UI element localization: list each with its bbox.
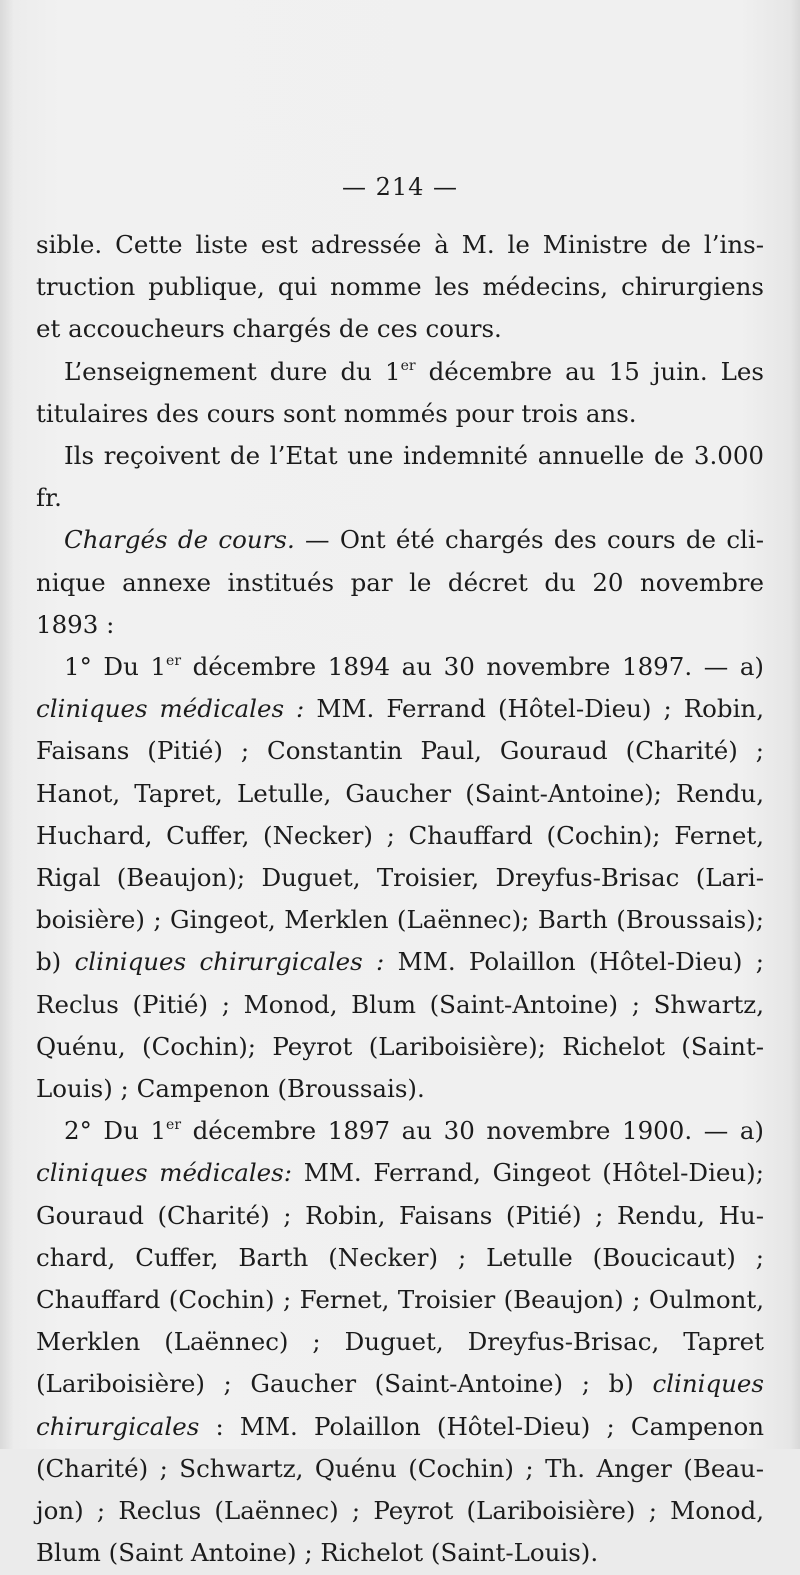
text-run: MM. Ferrand (Hôtel-Dieu) ; Robin, Faisans (Pitié) ; Constantin Paul, Gouraud (Charité) ; Hanot, Tapret, Letulle, Gaucher (Saint-Antoine); Rendu, Huchard, Cuffer, (Necker) ; Chauffard (Cochin); Fernet, Rigal (Beaujon); Duguet, Troisier, Dreyfus-Brisac (Lariboisière) ; Gingeot, Merklen (Laënnec); Barth (Broussais); b) <box>36 694 765 977</box>
text-run: 2° Du 1 <box>64 1116 167 1146</box>
paragraph <box>36 646 764 1110</box>
italic-text: Chargés de cours. <box>64 525 295 555</box>
paragraph <box>36 435 764 519</box>
superscript: er <box>400 357 416 374</box>
text-run: décembre 1894 au 30 novembre 1897. — a) <box>181 652 764 682</box>
italic-text: cliniques médicales: <box>36 1158 293 1188</box>
paragraph <box>36 351 764 435</box>
page-number: — 214 — <box>341 173 459 201</box>
text-run: décembre 1897 au 30 novembre 1900. — a) <box>181 1116 764 1146</box>
paragraph <box>36 224 764 351</box>
text-run: MM. Ferrand, Gingeot (Hôtel-Dieu); Gouraud (Charité) ; Robin, Faisans (Pitié) ; Rendu, Huchard, Cuffer, Barth (Necker) ; Letulle (Boucicaut) ; Chauffard (Cochin) ; Fernet, Troisier (Beaujon) ; Oulmont, Merklen (Laënnec) ; Duguet, Dreyfus-Brisac, Tapret (Lariboisière) ; Gaucher (Saint-Antoine) ; b) <box>36 1158 764 1399</box>
text-run: Ils reçoivent de l’Etat une indemnité annuelle de 3.000 fr. <box>36 441 764 513</box>
italic-text: cliniques chirurgicales : <box>74 947 385 977</box>
superscript: er <box>166 1117 182 1134</box>
text-run: décembre au 15 juin. Les titulaires des cours sont nommés pour trois ans. <box>36 356 764 428</box>
text-run: — Ont été chargés des cours de clinique annexe institués par le décret du 20 novembre 1893 : <box>36 525 764 639</box>
italic-text: cliniques médicales : <box>36 694 305 724</box>
text-run: sible. Cette liste est adressée à M. le Ministre de l’instruction publique, qui nomme les médecins, chirurgiens et accoucheurs chargés de ces cours. <box>36 230 764 344</box>
italic-text: cliniques chirurgicales <box>36 1369 764 1441</box>
text-run: 1° Du 1 <box>64 652 167 682</box>
paragraph <box>36 1110 764 1574</box>
paragraph <box>36 519 764 646</box>
text-run: : MM. Polaillon (Hôtel-Dieu) ; Campenon (Charité) ; Schwartz, Quénu (Cochin) ; Th. Anger (Beaujon) ; Reclus (Laënnec) ; Peyrot (Lariboisière) ; Monod, Blum (Saint Antoine) ; Richelot (Saint-Louis). <box>36 1411 764 1568</box>
superscript: er <box>166 653 182 670</box>
text-run: L’enseignement dure du 1 <box>64 356 401 386</box>
page-body-text <box>36 224 764 1575</box>
text-run: MM. Polaillon (Hôtel-Dieu) ; Reclus (Pitié) ; Monod, Blum (Saint-Antoine) ; Shwartz, Quénu, (Cochin); Peyrot (Lariboisière); Richelot (Saint-Louis) ; Campenon (Broussais). <box>36 947 765 1104</box>
